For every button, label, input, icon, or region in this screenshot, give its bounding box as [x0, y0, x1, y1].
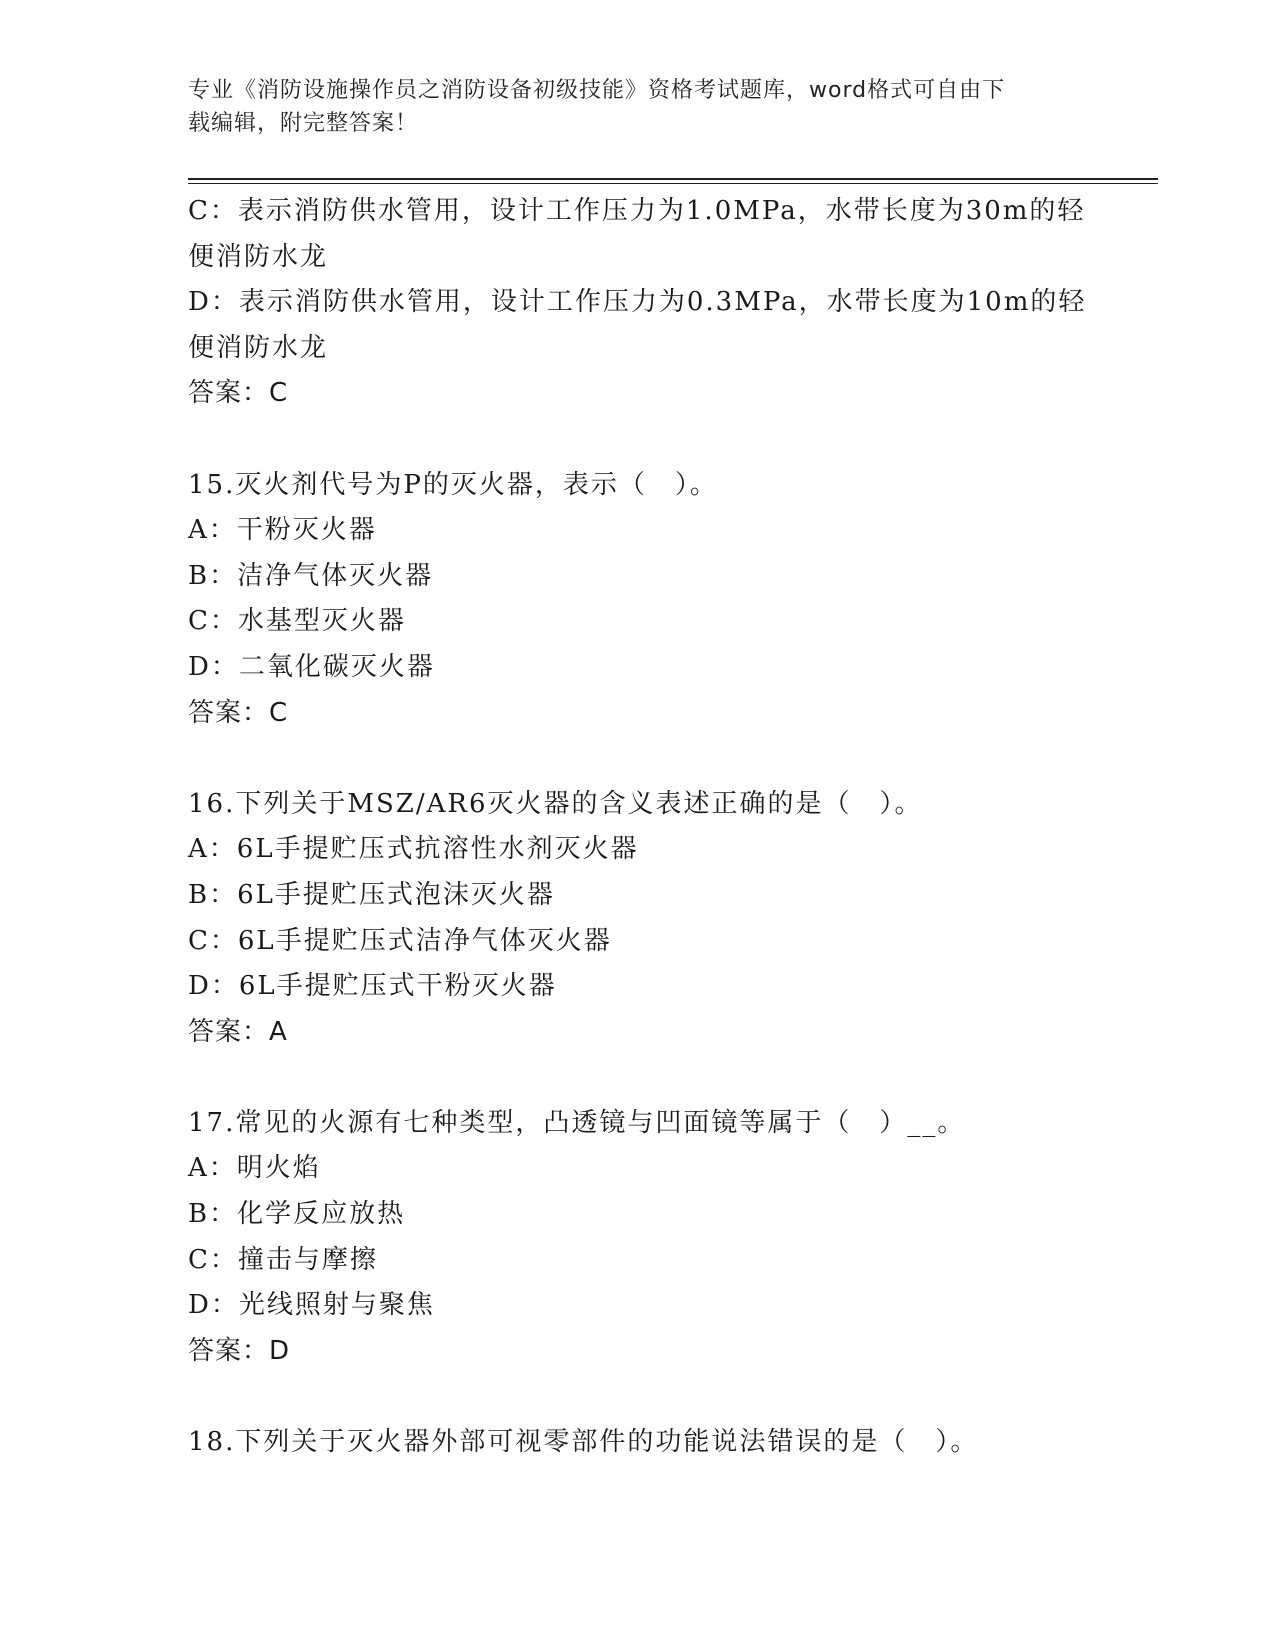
header-line-2: 载编辑，附完整答案！ — [188, 111, 419, 136]
option-c-line-1: C：表示消防供水管用，设计工作压力为1.0MPa，水带长度为30m的轻 — [188, 196, 1086, 226]
option-d-line-1: D：表示消防供水管用，设计工作压力为0.3MPa，水带长度为10m的轻 — [188, 287, 1087, 318]
option-a: A：6L手提贮压式抗溶性水剂灭火器 — [188, 834, 639, 865]
option-b: B：化学反应放热 — [188, 1199, 406, 1230]
question-stem: 16.下列关于MSZ/AR6灭火器的含义表述正确的是（ ）。 — [188, 788, 923, 819]
answer-label: 答案：C — [188, 378, 289, 409]
spacer — [188, 736, 1088, 782]
answer-label: 答案：A — [188, 1016, 288, 1047]
option-c-line-2: 便消防水龙 — [188, 241, 329, 272]
option-c: C：水基型灭火器 — [188, 606, 406, 637]
option-d-line-2: 便消防水龙 — [188, 332, 329, 363]
option-d: D：6L手提贮压式干粉灭火器 — [188, 971, 557, 1002]
question-18 — [188, 1420, 1088, 1466]
question-stem: 15.灭火剂代号为P的灭火器，表示（ ）。 — [188, 469, 718, 500]
question-17 — [188, 1101, 1088, 1375]
option-d: D：二氧化碳灭火器 — [188, 651, 435, 682]
option-c: C：6L手提贮压式洁净气体灭火器 — [188, 925, 612, 956]
spacer — [188, 1374, 1088, 1420]
header-rule-thin — [188, 183, 1158, 184]
spacer — [188, 1055, 1088, 1101]
option-b: B：洁净气体灭火器 — [188, 560, 434, 591]
question-stem: 17.常见的火源有七种类型，凸透镜与凹面镜等属于（ ）__。 — [188, 1107, 966, 1138]
header-rule-thick — [188, 178, 1158, 180]
answer-label: 答案：D — [188, 1335, 291, 1366]
answer-label: 答案：C — [188, 697, 289, 728]
option-c: C：撞击与摩擦 — [188, 1244, 378, 1275]
spacer — [188, 417, 1088, 463]
question-16 — [188, 782, 1088, 1056]
document-header — [188, 74, 1088, 140]
option-a: A：明火焰 — [188, 1153, 321, 1184]
carryover-question — [188, 189, 1088, 417]
question-15 — [188, 463, 1088, 737]
option-d: D：光线照射与聚焦 — [188, 1290, 435, 1321]
header-line-1: 专业《消防设施操作员之消防设备初级技能》资格考试题库，word格式可自由下 — [188, 78, 1006, 103]
option-a: A：干粉灭火器 — [188, 515, 377, 546]
option-b: B：6L手提贮压式泡沫灭火器 — [188, 879, 555, 910]
question-content — [188, 189, 1088, 1466]
question-stem: 18.下列关于灭火器外部可视零部件的功能说法错误的是（ ）。 — [188, 1427, 979, 1458]
